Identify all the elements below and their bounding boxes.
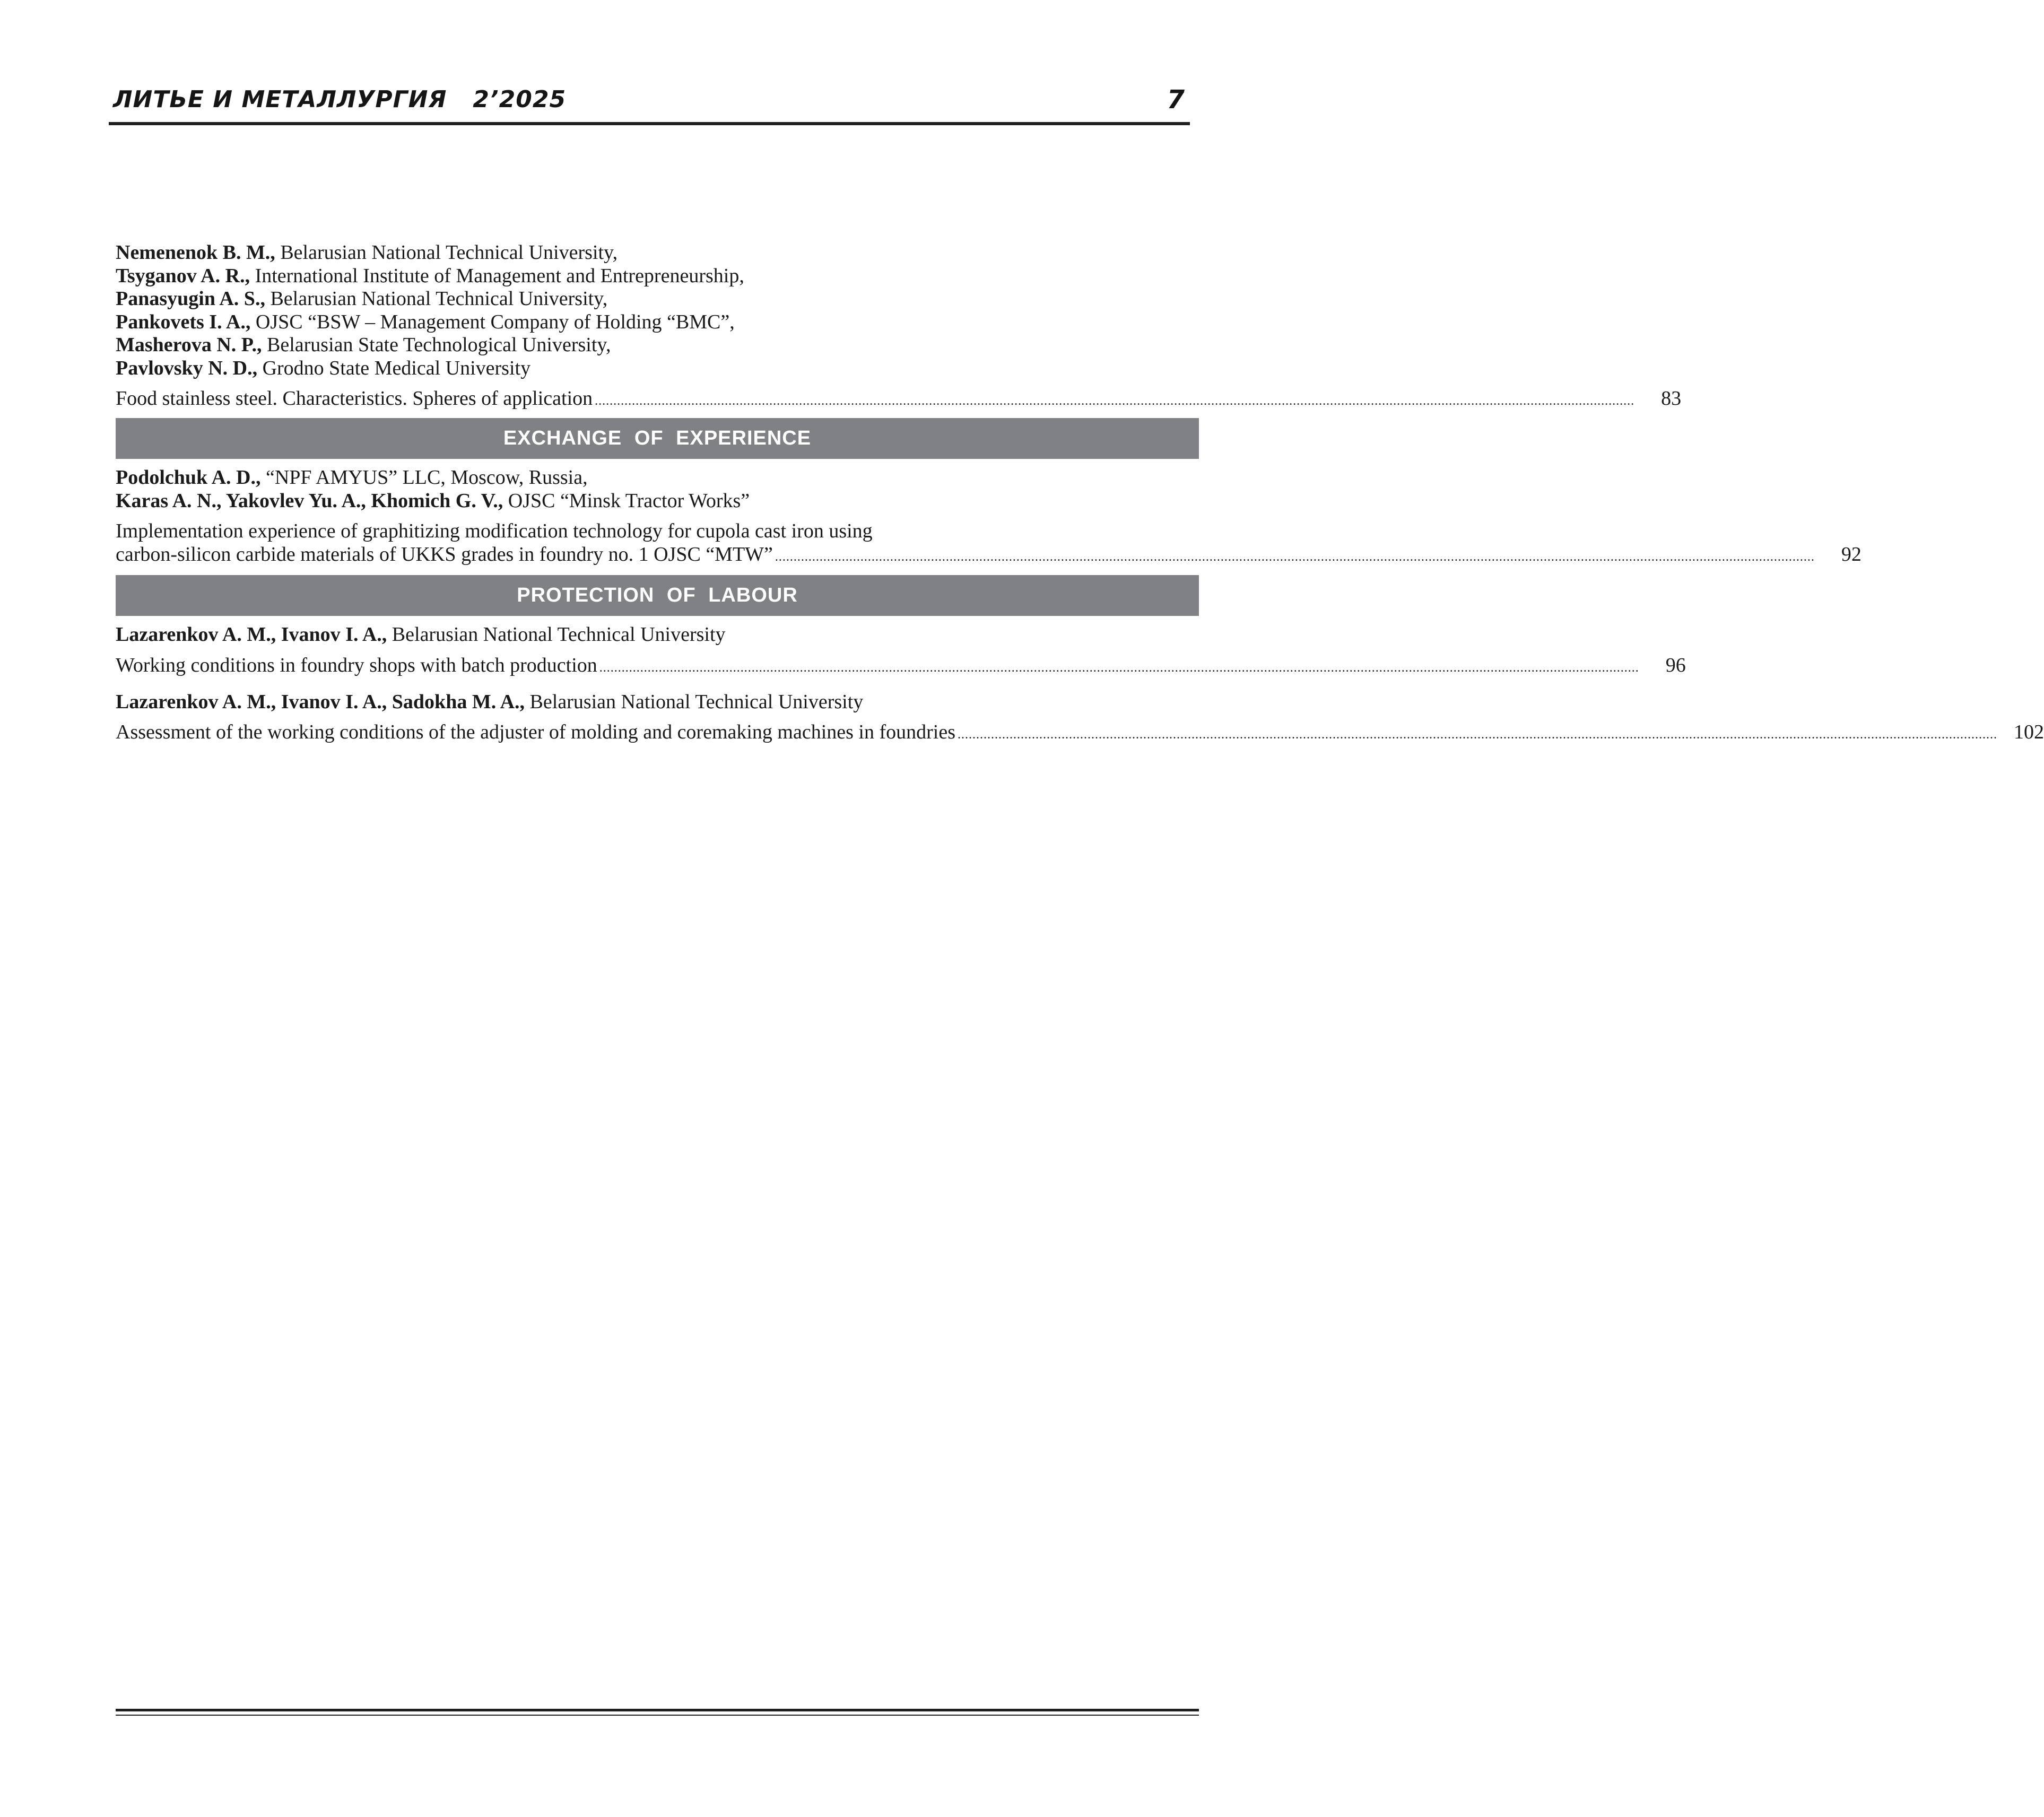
author-affiliation: Belarusian State Technological University, (262, 334, 611, 356)
author-list (116, 466, 1199, 512)
toc-entry (116, 466, 1862, 569)
author-name: Tsyganov A. R., (116, 264, 250, 287)
author-affiliation: Belarusian National Technical University, (265, 288, 608, 310)
author-name: Lazarenkov A. M., Ivanov I. A., (116, 623, 387, 646)
section-header-labour: PROTECTION OF LABOUR (116, 575, 1199, 616)
author-name: Podolchuk A. D., (116, 466, 261, 489)
author-line (116, 691, 1199, 714)
author-line (116, 288, 1199, 311)
section-header-exchange: EXCHANGE OF EXPERIENCE (116, 418, 1199, 459)
author-name: Pavlovsky N. D., (116, 357, 258, 379)
leader-dots: ........................................................................................................................................................................................................................................................................................ (775, 550, 1815, 564)
toc-content (116, 241, 2044, 746)
toc-entry (116, 623, 1686, 680)
author-name: Masherova N. P., (116, 334, 262, 356)
footer-rule (116, 1709, 1199, 1711)
author-affiliation: Belarusian National Technical University, (275, 241, 618, 264)
author-line (116, 334, 1199, 357)
toc-entry (116, 690, 2044, 747)
article-title[interactable]: Working conditions in foundry shops with batch production (116, 654, 597, 676)
leader-dots: ........................................................................................................................................................................................................................................................................................ (595, 394, 1635, 408)
toc-entry-title-line (116, 519, 1199, 543)
author-affiliation: OJSC “Minsk Tractor Works” (503, 489, 750, 512)
author-list (116, 241, 1199, 380)
toc-entry-title-row (116, 720, 2044, 746)
author-name: Lazarenkov A. M., Ivanov I. A., Sadokha M. A., (116, 690, 525, 713)
article-title[interactable]: Assessment of the working conditions of the adjuster of molding and coremaking machines in foundries (116, 721, 956, 743)
journal-title: ЛИТЬЕ И МЕТАЛЛУРГИЯ 2’2025 (113, 86, 567, 113)
article-page-number[interactable]: 92 (1841, 543, 1862, 566)
header-rule (109, 122, 1190, 125)
author-line (116, 466, 1199, 490)
page-header (109, 85, 1190, 122)
article-title[interactable]: Food stainless steel. Characteristics. Spheres of application (116, 387, 593, 410)
author-line (116, 241, 1199, 265)
article-page-number[interactable]: 83 (1661, 387, 1682, 410)
toc-entry-title-row (116, 654, 1686, 680)
author-affiliation: Grodno State Medical University (257, 357, 531, 379)
author-name: Panasyugin A. S., (116, 288, 265, 310)
author-line (116, 623, 1199, 647)
author-name: Pankovets I. A., (116, 310, 251, 333)
author-name: Karas A. N., Yakovlev Yu. A., Khomich G. V., (116, 489, 503, 512)
author-line (116, 357, 1199, 380)
article-title-continued[interactable]: carbon-silicon carbide materials of UKKS grades in foundry no. 1 OJSC “MTW” (116, 543, 773, 566)
author-line (116, 490, 1199, 513)
toc-entry-title-row (116, 543, 1862, 569)
article-page-number[interactable]: 102 (2014, 721, 2044, 743)
author-affiliation: International Institute of Management and Entrepreneurship, (250, 264, 744, 287)
author-affiliation: Belarusian National Technical University (387, 623, 726, 646)
author-name: Nemenenok B. M., (116, 241, 275, 264)
author-line (116, 311, 1199, 334)
toc-entry (116, 241, 1682, 413)
author-affiliation: “NPF AMYUS” LLC, Moscow, Russia, (260, 466, 588, 489)
author-affiliation: OJSC “BSW – Management Company of Holding “BMC”, (250, 310, 735, 333)
toc-entry-title-row (116, 387, 1682, 413)
leader-dots: ........................................................................................................................................................................................................................................................................................ (599, 660, 1639, 675)
leader-dots: ........................................................................................................................................................................................................................................................................................ (958, 728, 1998, 742)
author-line (116, 265, 1199, 288)
page-number: 7 (1167, 85, 1185, 115)
author-affiliation: Belarusian National Technical University (525, 690, 864, 713)
footer-rule-thin (116, 1715, 1199, 1716)
article-title[interactable]: Implementation experience of graphitizing modification technology for cupola cast iron using (116, 520, 873, 542)
article-page-number[interactable]: 96 (1665, 654, 1686, 676)
